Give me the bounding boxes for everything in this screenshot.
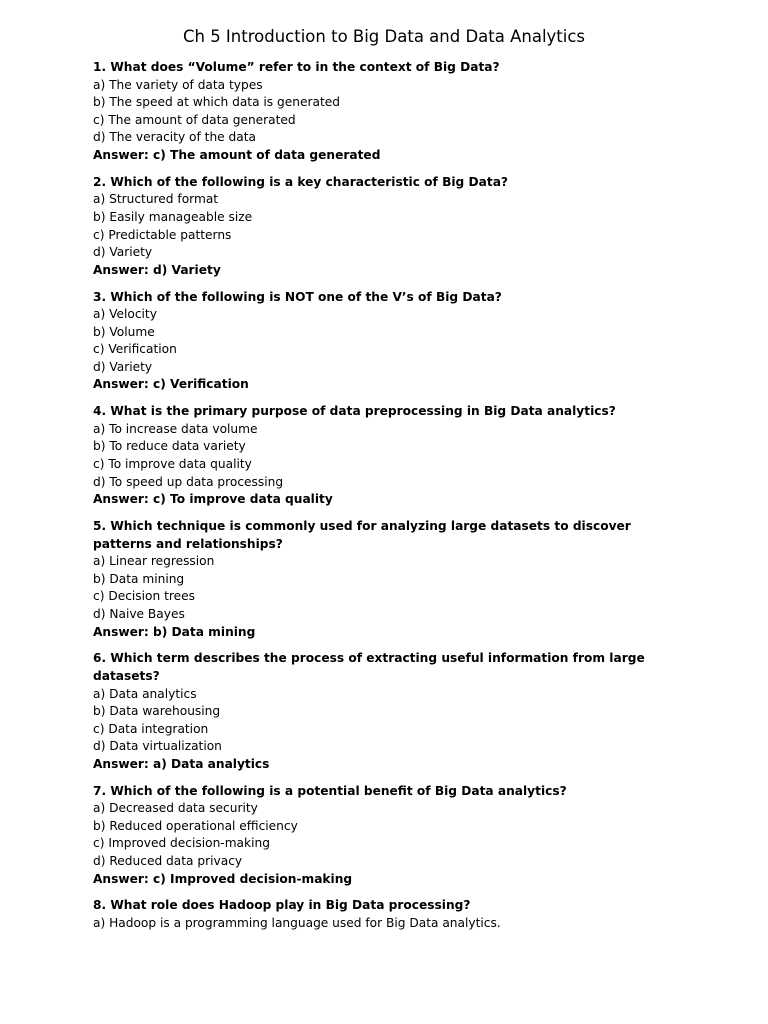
option-b: b) Volume <box>93 324 155 339</box>
question-text: 1. What does “Volume” refer to in the context of Big Data? <box>93 60 500 74</box>
question-text: 3. Which of the following is NOT one of the V’s of Big Data? <box>93 289 502 304</box>
option-a: a) Linear regression <box>93 554 215 569</box>
option-c: c) To improve data quality <box>93 457 252 472</box>
question-block-2 <box>93 174 653 280</box>
option-d: d) Data virtualization <box>93 739 222 754</box>
question-block-7 <box>93 783 653 889</box>
option-d: d) The veracity of the data <box>93 130 256 145</box>
answer-text: Answer: c) To improve data quality <box>93 492 333 507</box>
option-a: a) Velocity <box>93 307 157 322</box>
answer-text: Answer: d) Variety <box>93 262 221 277</box>
option-c: c) Decision trees <box>93 589 195 604</box>
answer-text: Answer: c) The amount of data generated <box>93 147 381 162</box>
question-list <box>93 59 653 942</box>
option-d: d) Reduced data privacy <box>93 854 243 869</box>
question-text: 4. What is the primary purpose of data preprocessing in Big Data analytics? <box>93 404 616 419</box>
question-text: 7. Which of the following is a potential benefit of Big Data analytics? <box>93 783 567 798</box>
option-b: b) Data warehousing <box>93 704 221 719</box>
question-text: 2. Which of the following is a key characteristic of Big Data? <box>93 174 508 189</box>
option-b: b) Easily manageable size <box>93 209 253 224</box>
answer-text: Answer: c) Improved decision-making <box>93 871 353 886</box>
option-c: c) Verification <box>93 342 177 357</box>
option-a: a) The variety of data types <box>93 77 263 92</box>
page-title: Ch 5 Introduction to Big Data and Data Analytics <box>182 27 586 46</box>
option-b: b) Data mining <box>93 571 185 586</box>
answer-text: Answer: b) Data mining <box>93 624 256 639</box>
option-a: a) To increase data volume <box>93 421 258 436</box>
option-c: c) Predictable patterns <box>93 227 232 242</box>
question-block-3 <box>93 289 653 395</box>
question-text: 8. What role does Hadoop play in Big Data processing? <box>93 898 471 913</box>
option-c: c) Data integration <box>93 721 209 736</box>
question-block-4 <box>93 403 653 509</box>
option-b: b) To reduce data variety <box>93 439 246 454</box>
option-a: a) Decreased data security <box>93 801 258 816</box>
question-block-6 <box>93 650 653 773</box>
question-block-8 <box>93 897 653 932</box>
option-d: d) Variety <box>93 245 153 260</box>
answer-text: Answer: a) Data analytics <box>93 756 270 771</box>
question-block-1 <box>93 59 653 165</box>
option-d: d) Variety <box>93 359 153 374</box>
option-b: b) Reduced operational efficiency <box>93 818 298 833</box>
option-a: a) Data analytics <box>93 686 197 701</box>
question-block-5 <box>93 518 653 641</box>
option-a: a) Structured format <box>93 192 219 207</box>
question-text: 6. Which term describes the process of extracting useful information from large datasets? <box>93 651 645 683</box>
option-c: c) The amount of data generated <box>93 112 296 127</box>
option-d: d) Naive Bayes <box>93 606 185 621</box>
option-a: a) Hadoop is a programming language used for Big Data analytics. <box>93 916 501 931</box>
question-text: 5. Which technique is commonly used for analyzing large datasets to discover patterns and relationships? <box>93 519 631 551</box>
option-c: c) Improved decision-making <box>93 836 270 851</box>
option-b: b) The speed at which data is generated <box>93 95 340 110</box>
answer-text: Answer: c) Verification <box>93 377 249 392</box>
option-d: d) To speed up data processing <box>93 474 284 489</box>
